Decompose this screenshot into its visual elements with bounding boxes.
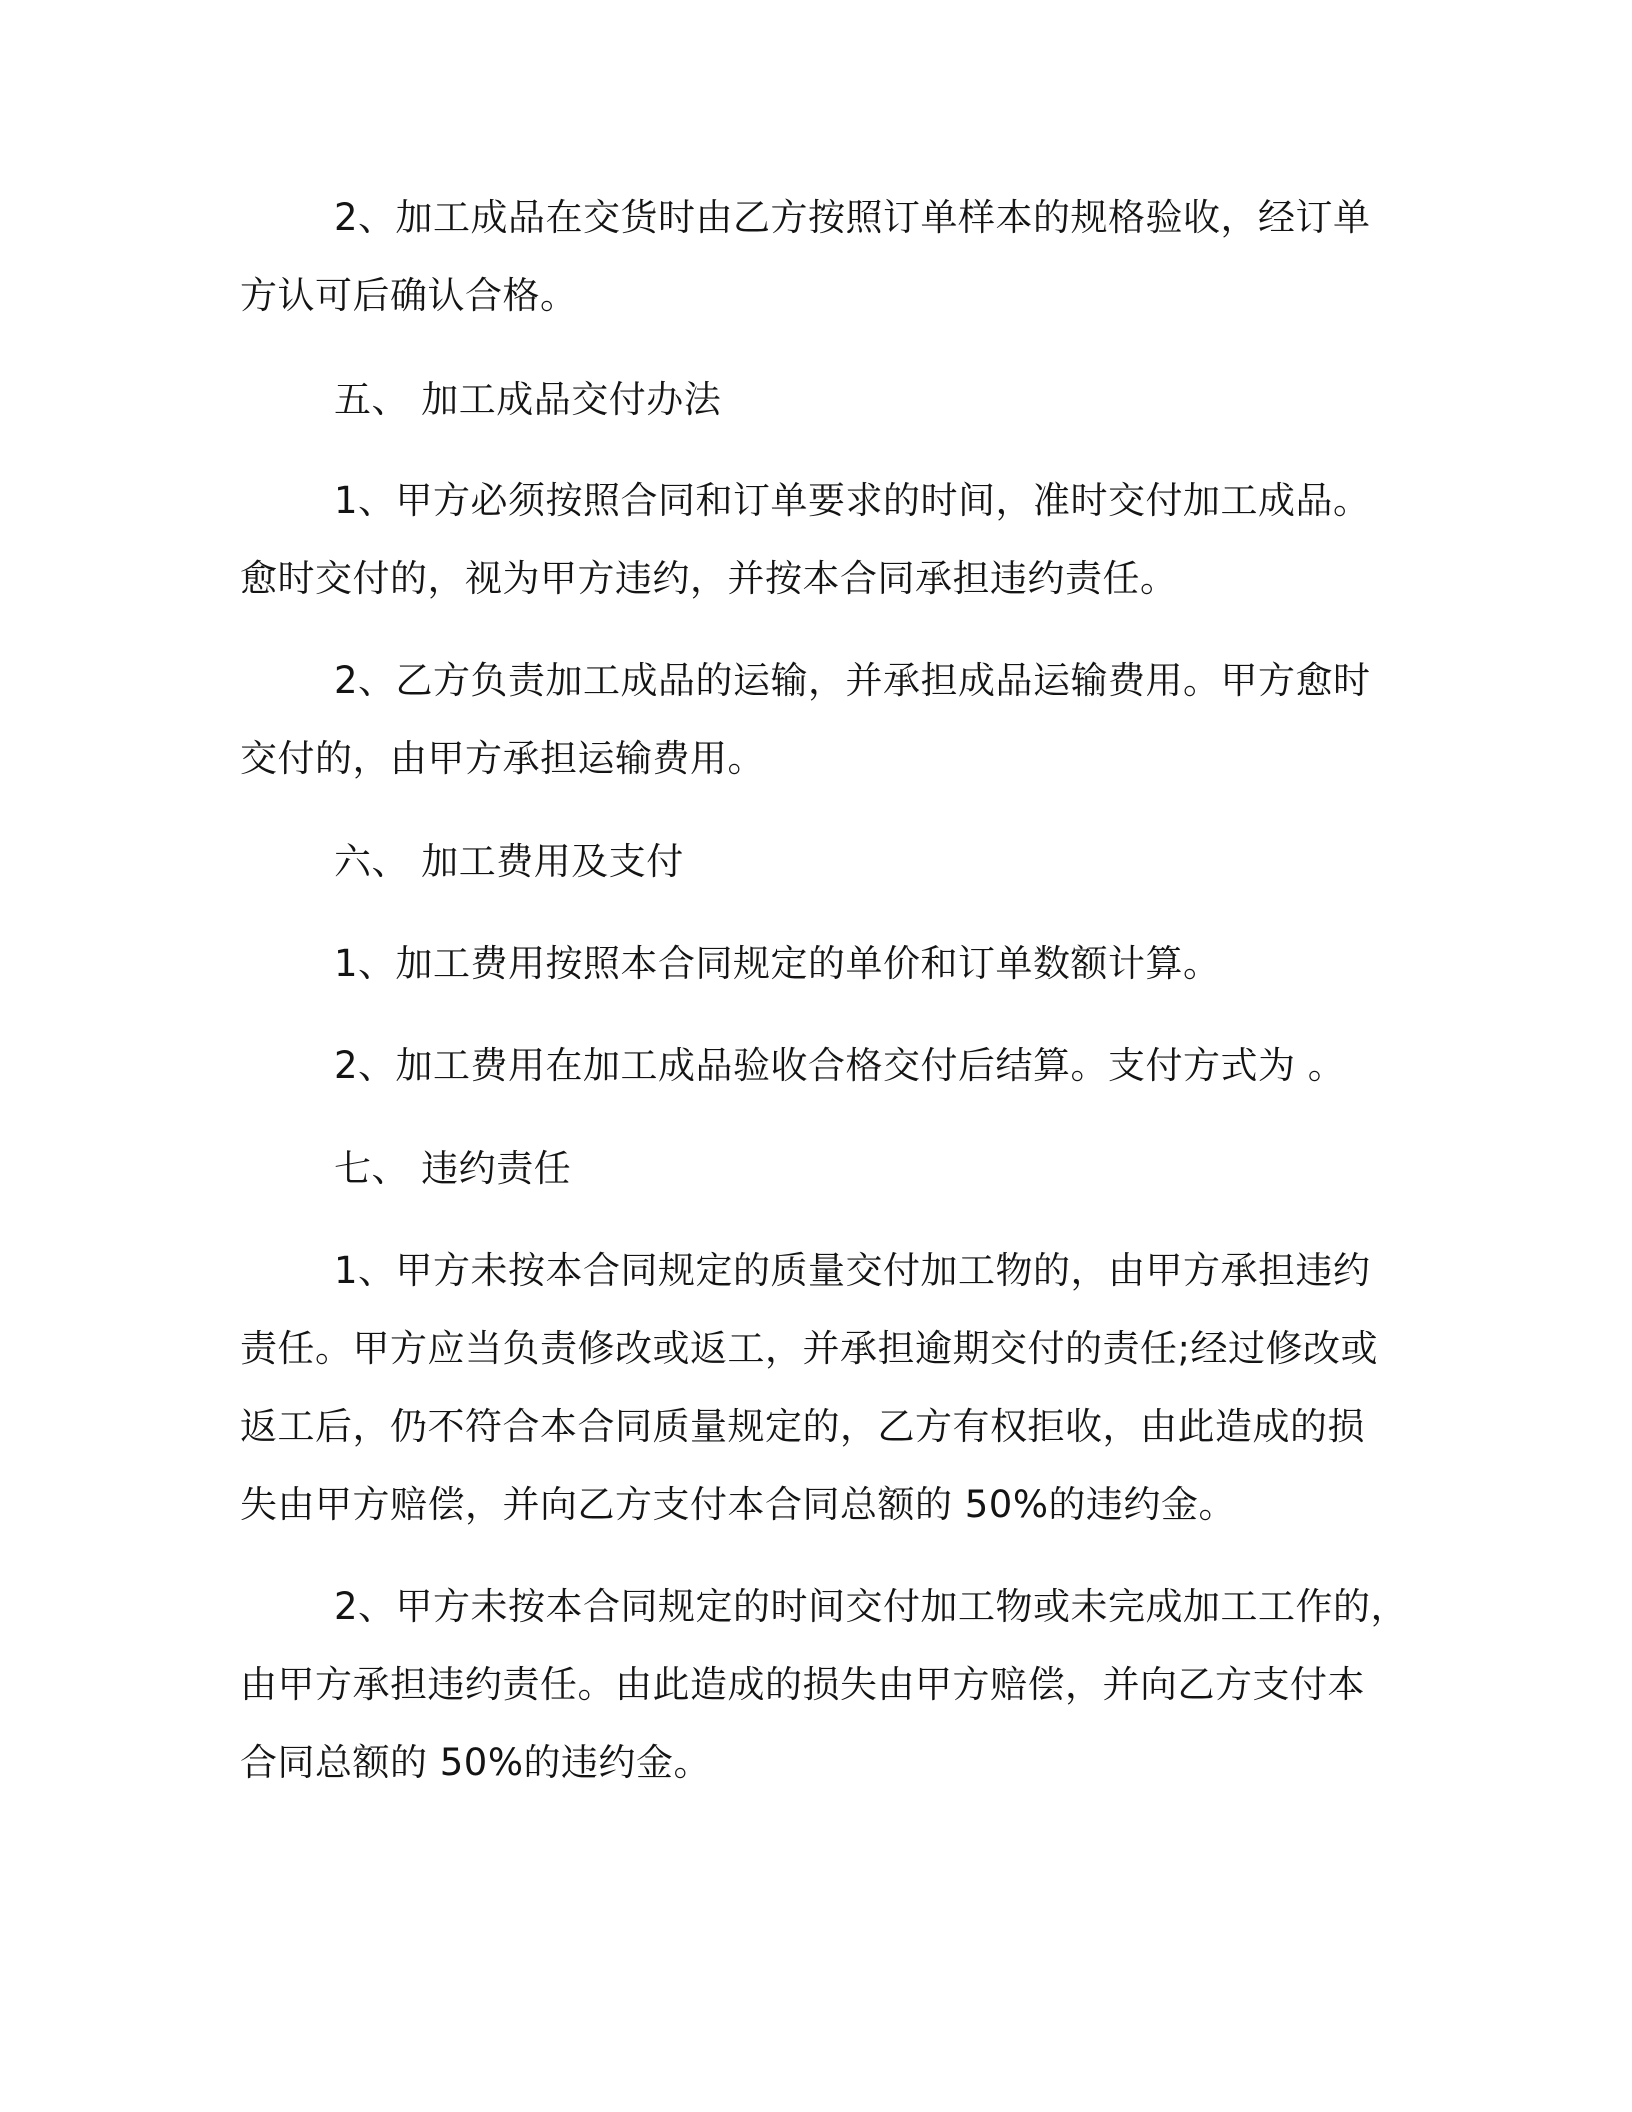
clause-7-1-line-2: 责任。甲方应当负责修改或返工，并承担逾期交付的责任;经过修改或 (240, 1327, 1378, 1370)
section-heading-5: 五、 加工成品交付办法 (334, 378, 722, 421)
clause-7-2-line-1: 2、甲方未按本合同规定的时间交付加工物或未完成加工工作的， (334, 1585, 1409, 1628)
clause-7-2-line-2: 由甲方承担违约责任。由此造成的损失由甲方赔偿，并向乙方支付本 (240, 1663, 1365, 1706)
clause-6-1-line-1: 1、加工费用按照本合同规定的单价和订单数额计算。 (334, 942, 1221, 985)
clause-5-2-line-2: 交付的，由甲方承担运输费用。 (240, 737, 765, 780)
clause-5-1-line-2: 愈时交付的，视为甲方违约，并按本合同承担违约责任。 (240, 557, 1178, 600)
clause-5-1-line-1: 1、甲方必须按照合同和订单要求的时间，准时交付加工成品。 (334, 479, 1371, 522)
clause-6-2-line-1: 2、加工费用在加工成品验收合格交付后结算。支付方式为 。 (334, 1044, 1346, 1087)
section-heading-7: 七、 违约责任 (334, 1147, 572, 1190)
clause-5-2-line-1: 2、乙方负责加工成品的运输，并承担成品运输费用。甲方愈时 (334, 659, 1371, 702)
section-heading-6: 六、 加工费用及支付 (334, 840, 684, 883)
clause-7-1-line-1: 1、甲方未按本合同规定的质量交付加工物的，由甲方承担违约 (334, 1249, 1371, 1292)
clause-7-1-line-4: 失由甲方赔偿，并向乙方支付本合同总额的 50%的违约金。 (240, 1483, 1236, 1526)
clause-7-2-line-3: 合同总额的 50%的违约金。 (240, 1741, 711, 1784)
clause-4-2-line-2: 方认可后确认合格。 (240, 274, 578, 317)
clause-4-2-line-1: 2、加工成品在交货时由乙方按照订单样本的规格验收，经订单 (334, 196, 1371, 239)
clause-7-1-line-3: 返工后，仍不符合本合同质量规定的，乙方有权拒收，由此造成的损 (240, 1405, 1365, 1448)
